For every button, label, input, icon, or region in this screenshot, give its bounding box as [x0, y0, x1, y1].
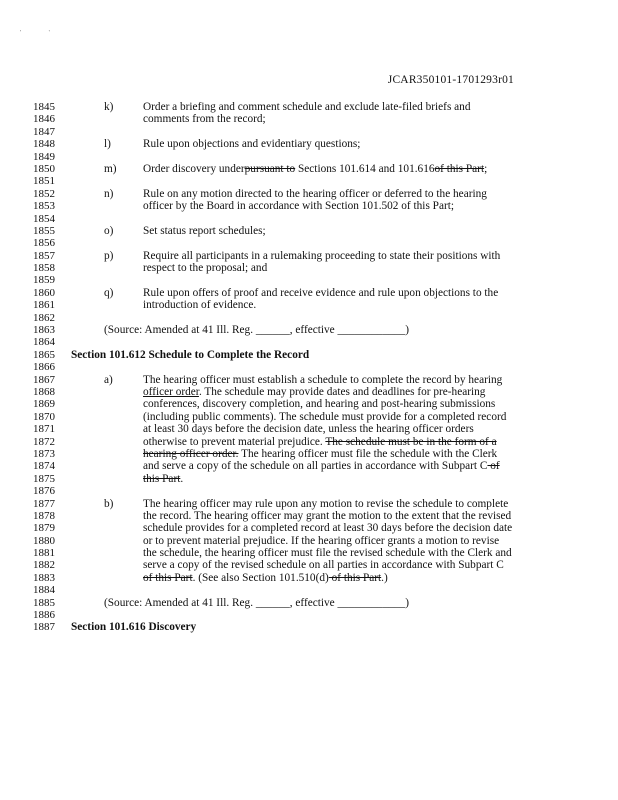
line-number: 1848 [33, 138, 55, 151]
text-run: Rule upon offers of proof and receive evidence and rule upon objections to the [143, 286, 499, 299]
document-line [0, 151, 618, 163]
line-number: 1879 [33, 522, 55, 535]
line-number: 1850 [33, 162, 55, 175]
line-text [143, 535, 499, 547]
line-number: 1886 [33, 609, 55, 622]
text-run: schedule provides for a completed record at least 30 days before the decision date [143, 522, 513, 535]
document-line [0, 163, 618, 175]
line-number: 1862 [33, 311, 55, 324]
text-run: Sections 101.614 and 101.616 [295, 162, 435, 175]
text-run: The hearing officer must establish a schedule to complete the record by hearing [143, 373, 503, 386]
line-number: 1880 [33, 534, 55, 547]
line-text [143, 262, 267, 274]
deleted-text: The schedule must be in the form of a [325, 435, 497, 448]
text-run: the schedule, the hearing officer must file the revised schedule with the Clerk and [143, 547, 512, 560]
text-run: . [180, 472, 184, 485]
text-run: serve a copy of the revised schedule on all parties in accordance with Subpart C [143, 559, 504, 572]
document-line [0, 262, 618, 274]
document-line [0, 349, 618, 361]
document-line [0, 621, 618, 633]
line-number: 1852 [33, 187, 55, 200]
document-line [0, 510, 618, 522]
line-number: 1884 [33, 584, 55, 597]
line-text [143, 498, 508, 510]
line-text [143, 250, 500, 262]
document-line [0, 386, 618, 398]
text-run: at least 30 days before the decision date, unless the hearing officer orders [143, 423, 474, 436]
deleted-text: of this Part [143, 571, 193, 584]
line-text [143, 374, 502, 386]
document-line [0, 274, 618, 286]
text-run: . (See also Section 101.510(d) [192, 571, 329, 584]
deleted-text: hearing officer order. [143, 447, 239, 460]
document-line [0, 126, 618, 138]
text-run: comments from the record; [143, 113, 266, 126]
line-number: 1877 [33, 497, 55, 510]
text-run: Rule upon objections and evidentiary questions; [143, 138, 361, 151]
item-label: l) [104, 138, 111, 151]
deleted-text: of [487, 460, 500, 473]
line-number: 1847 [33, 125, 55, 138]
line-number: 1883 [33, 571, 55, 584]
line-number: 1881 [33, 547, 55, 560]
line-number: 1860 [33, 286, 55, 299]
line-number: 1861 [33, 299, 55, 312]
document-line [0, 522, 618, 534]
item-label: a) [104, 373, 113, 386]
deleted-text: of this Part [434, 162, 485, 175]
line-text [143, 547, 512, 559]
document-line [0, 411, 618, 423]
line-text [143, 163, 487, 175]
line-number: 1854 [33, 212, 55, 225]
text-run: .) [381, 571, 388, 584]
document-line [0, 299, 618, 311]
document-line [0, 324, 618, 336]
line-text [143, 200, 454, 212]
line-text [143, 559, 504, 571]
line-number: 1857 [33, 249, 55, 262]
line-number: 1858 [33, 262, 55, 275]
item-label: n) [104, 187, 114, 200]
line-text [143, 299, 256, 311]
document-line [0, 250, 618, 262]
document-line [0, 336, 618, 348]
line-number: 1849 [33, 150, 55, 163]
margin-marks [20, 30, 76, 36]
text-run: officer by the Board in accordance with Section 101.502 of this Part; [143, 200, 455, 213]
deleted-text: of this Part [328, 571, 382, 584]
text-run: respect to the proposal; and [143, 262, 268, 275]
item-label: b) [104, 497, 114, 510]
section-heading: Section 101.616 Discovery [71, 621, 197, 634]
text-run: conferences, discovery completion, and hearing and post-hearing submissions [143, 398, 496, 411]
line-text [143, 473, 183, 485]
line-number: 1870 [33, 410, 55, 423]
text-run: ; [484, 162, 488, 175]
line-number: 1851 [33, 175, 55, 188]
document-line [0, 287, 618, 299]
text-run: Set status report schedules; [143, 224, 266, 237]
line-number: 1872 [33, 435, 55, 448]
document-line [0, 213, 618, 225]
document-line [0, 535, 618, 547]
line-text [143, 448, 497, 460]
source-note: (Source: Amended at 41 Ill. Reg. ______, effective ____________) [104, 596, 410, 609]
document-line [0, 584, 618, 596]
document-line [0, 559, 618, 571]
document-line [0, 473, 618, 485]
line-text [143, 436, 497, 448]
line-number: 1876 [33, 485, 55, 498]
text-run: Order discovery under [143, 162, 245, 175]
line-text [143, 460, 500, 472]
line-number: 1863 [33, 324, 55, 337]
line-text [143, 411, 506, 423]
document-line [0, 547, 618, 559]
text-run: introduction of evidence. [143, 299, 257, 312]
document-line [0, 448, 618, 460]
line-text [143, 398, 495, 410]
source-note: (Source: Amended at 41 Ill. Reg. ______, effective ____________) [104, 324, 410, 337]
line-number: 1878 [33, 509, 55, 522]
line-number: 1882 [33, 559, 55, 572]
line-number: 1871 [33, 423, 55, 436]
deleted-text: this Part [143, 472, 181, 485]
item-label: o) [104, 224, 114, 237]
document-line [0, 460, 618, 472]
item-label: m) [104, 162, 117, 175]
line-number: 1868 [33, 385, 55, 398]
text-run: Rule on any motion directed to the hearing officer or deferred to the hearing [143, 187, 487, 200]
document-line [0, 498, 618, 510]
document-body [0, 101, 618, 634]
document-line [0, 436, 618, 448]
text-run: The hearing officer may rule upon any motion to revise the schedule to complete [143, 497, 509, 510]
line-number: 1845 [33, 101, 55, 113]
document-line [0, 225, 618, 237]
line-number: 1875 [33, 472, 55, 485]
document-line [0, 609, 618, 621]
document-line [0, 423, 618, 435]
document-line [0, 237, 618, 249]
line-text [143, 423, 474, 435]
text-run: . The schedule may provide dates and deadlines for pre-hearing [198, 385, 486, 398]
line-number: 1885 [33, 596, 55, 609]
document-line [0, 138, 618, 150]
document-line [0, 485, 618, 497]
line-text [143, 287, 498, 299]
line-number: 1856 [33, 237, 55, 250]
document-line [0, 361, 618, 373]
line-text [143, 572, 388, 584]
document-line [0, 200, 618, 212]
item-label: q) [104, 286, 114, 299]
line-text [143, 510, 511, 522]
text-run: the record. The hearing officer may grant the motion to the extent that the revised [143, 509, 512, 522]
line-text [143, 386, 485, 398]
document-line [0, 175, 618, 187]
document-id: JCAR350101-1701293r01 [387, 74, 514, 86]
document-line [0, 572, 618, 584]
text-run: Order a briefing and comment schedule and exclude late-filed briefs and [143, 101, 471, 113]
line-text [143, 113, 266, 125]
line-number: 1874 [33, 460, 55, 473]
document-line [0, 113, 618, 125]
margin-mark: ' [48, 30, 50, 36]
document-line [0, 101, 618, 113]
text-run: and serve a copy of the schedule on all parties in accordance with Subpart C [143, 460, 488, 473]
line-text [143, 522, 512, 534]
deleted-text: pursuant to [244, 162, 296, 175]
document-line [0, 188, 618, 200]
item-label: k) [104, 101, 114, 113]
line-text [143, 225, 266, 237]
text-run: (including public comments). The schedule must provide for a completed record [143, 410, 507, 423]
line-number: 1859 [33, 274, 55, 287]
text-run: The hearing officer must file the schedule with the Clerk [238, 447, 498, 460]
item-label: p) [104, 249, 114, 262]
line-number: 1866 [33, 361, 55, 374]
document-line [0, 312, 618, 324]
line-number: 1864 [33, 336, 55, 349]
line-text [143, 101, 470, 113]
document-line [0, 597, 618, 609]
section-heading: Section 101.612 Schedule to Complete the Record [71, 348, 310, 361]
document-line [0, 374, 618, 386]
line-number: 1865 [33, 348, 55, 361]
document-line [0, 398, 618, 410]
margin-mark: ' [20, 30, 22, 36]
text-run: otherwise to prevent material prejudice. [143, 435, 326, 448]
line-number: 1887 [33, 621, 55, 634]
line-number: 1855 [33, 224, 55, 237]
text-run: Require all participants in a rulemaking proceeding to state their positions with [143, 249, 501, 262]
inserted-text: officer order [143, 385, 199, 398]
line-number: 1869 [33, 398, 55, 411]
text-run: or to prevent material prejudice. If the hearing officer grants a motion to revise [143, 534, 500, 547]
line-number: 1873 [33, 447, 55, 460]
line-number: 1846 [33, 113, 55, 126]
line-number: 1853 [33, 200, 55, 213]
line-number: 1867 [33, 373, 55, 386]
line-text [143, 188, 487, 200]
line-text [143, 138, 360, 150]
